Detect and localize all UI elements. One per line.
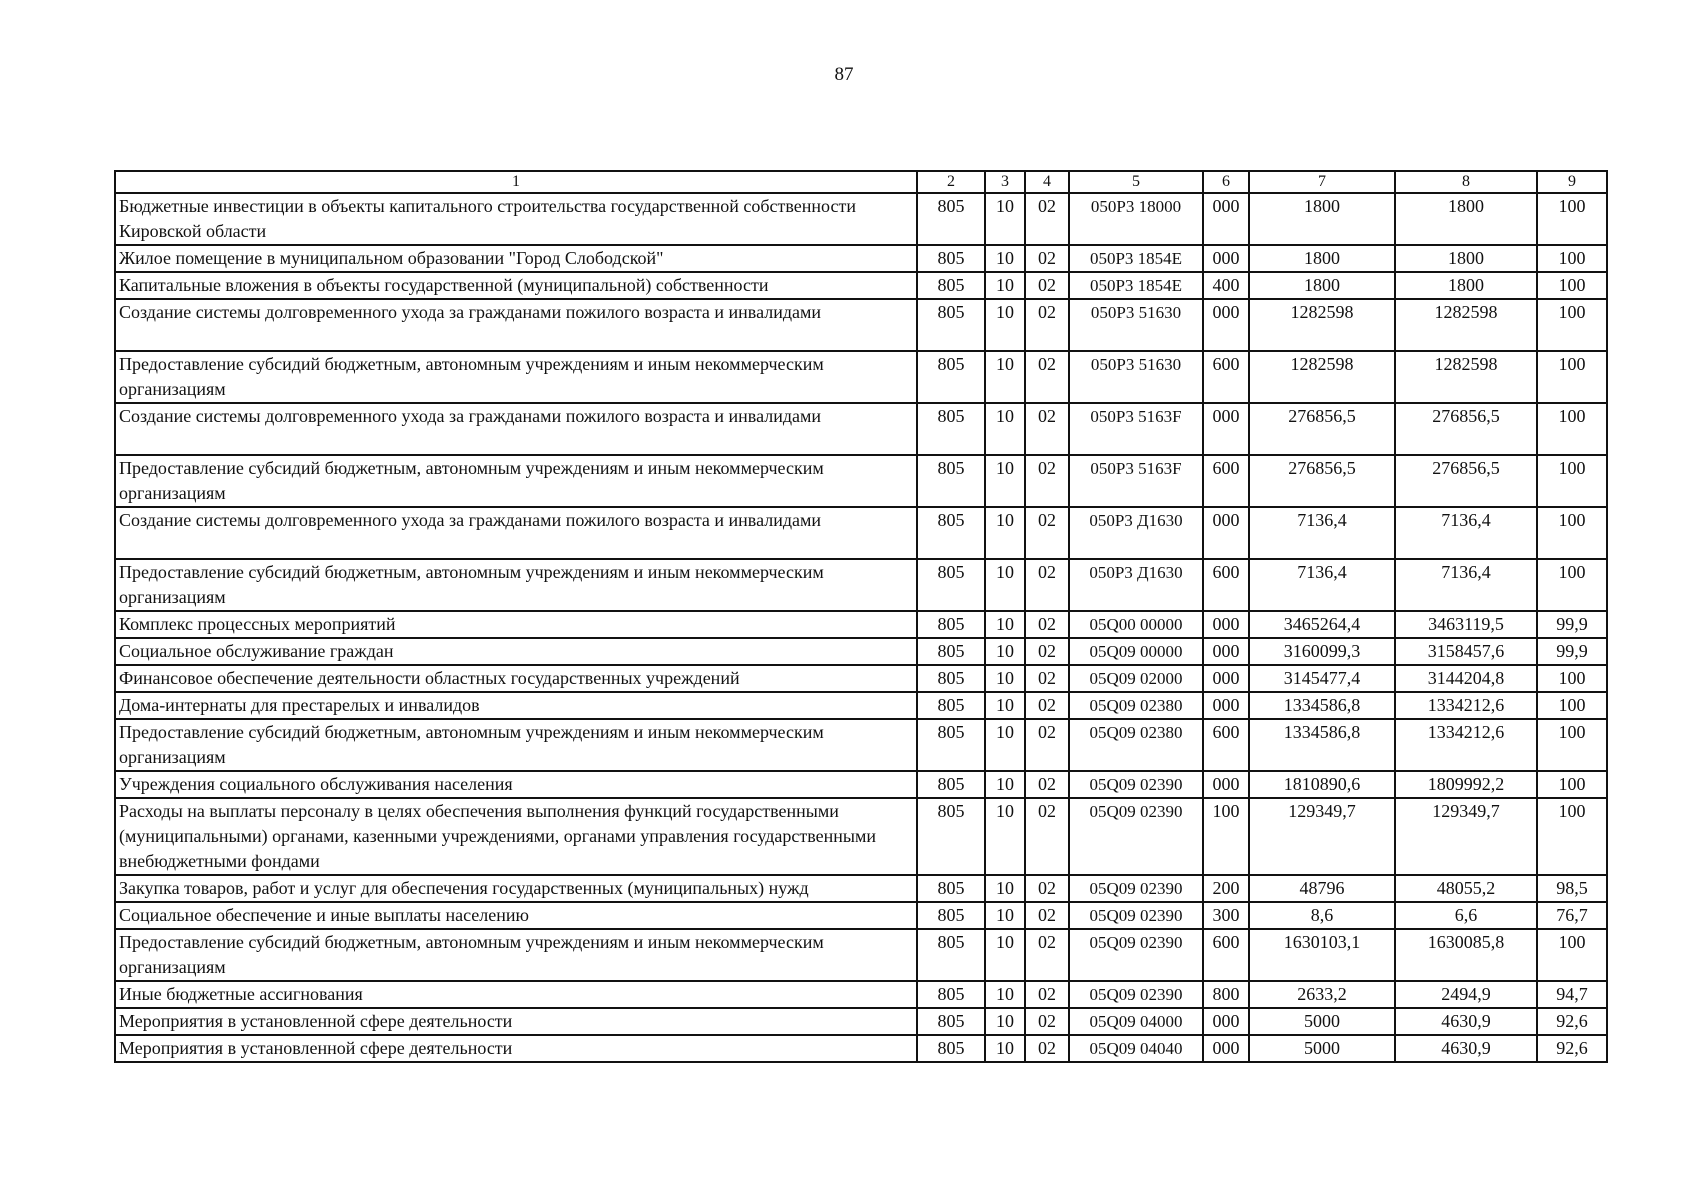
subsection-cell: 02 <box>1025 272 1069 299</box>
executed-amount-cell: 3144204,8 <box>1395 665 1537 692</box>
planned-amount-cell: 5000 <box>1249 1035 1395 1062</box>
target-item-cell: 050Р3 1854Е <box>1069 245 1203 272</box>
column-header-9: 9 <box>1537 171 1607 193</box>
subsection-cell: 02 <box>1025 929 1069 981</box>
table-row <box>115 455 1607 507</box>
executed-amount-cell: 1800 <box>1395 245 1537 272</box>
expense-type-cell: 000 <box>1203 299 1249 351</box>
expense-type-cell: 000 <box>1203 403 1249 455</box>
target-item-cell: 05Q09 02390 <box>1069 771 1203 798</box>
percent-cell: 92,6 <box>1537 1035 1607 1062</box>
percent-cell: 100 <box>1537 771 1607 798</box>
subsection-cell: 02 <box>1025 875 1069 902</box>
column-header-6: 6 <box>1203 171 1249 193</box>
percent-cell: 100 <box>1537 719 1607 771</box>
table-row <box>115 559 1607 611</box>
expense-type-cell: 000 <box>1203 611 1249 638</box>
expense-type-cell: 600 <box>1203 559 1249 611</box>
table-row <box>115 981 1607 1008</box>
executed-amount-cell: 1334212,6 <box>1395 692 1537 719</box>
section-cell: 10 <box>985 929 1025 981</box>
row-name-cell: Предоставление субсидий бюджетным, автономным учреждениям и иным некоммерческим организациям <box>115 559 917 611</box>
executed-amount-cell: 7136,4 <box>1395 559 1537 611</box>
row-name-cell: Создание системы долговременного ухода за гражданами пожилого возраста и инвалидами <box>115 507 917 559</box>
subsection-cell: 02 <box>1025 665 1069 692</box>
expense-type-cell: 000 <box>1203 193 1249 245</box>
section-cell: 10 <box>985 193 1025 245</box>
target-item-cell: 05Q09 02390 <box>1069 981 1203 1008</box>
expense-type-cell: 000 <box>1203 245 1249 272</box>
percent-cell: 100 <box>1537 272 1607 299</box>
table-row <box>115 351 1607 403</box>
row-name-cell: Предоставление субсидий бюджетным, автономным учреждениям и иным некоммерческим организациям <box>115 719 917 771</box>
section-cell: 10 <box>985 638 1025 665</box>
row-name-cell: Мероприятия в установленной сфере деятельности <box>115 1035 917 1062</box>
section-cell: 10 <box>985 351 1025 403</box>
planned-amount-cell: 1800 <box>1249 245 1395 272</box>
expense-type-cell: 300 <box>1203 902 1249 929</box>
admin-code-cell: 805 <box>917 771 985 798</box>
row-name-cell: Предоставление субсидий бюджетным, автономным учреждениям и иным некоммерческим организациям <box>115 351 917 403</box>
percent-cell: 99,9 <box>1537 638 1607 665</box>
executed-amount-cell: 276856,5 <box>1395 403 1537 455</box>
expense-type-cell: 200 <box>1203 875 1249 902</box>
table-row <box>115 245 1607 272</box>
expense-type-cell: 600 <box>1203 929 1249 981</box>
row-name-cell: Учреждения социального обслуживания населения <box>115 771 917 798</box>
percent-cell: 100 <box>1537 299 1607 351</box>
expense-type-cell: 000 <box>1203 1008 1249 1035</box>
admin-code-cell: 805 <box>917 981 985 1008</box>
planned-amount-cell: 3160099,3 <box>1249 638 1395 665</box>
target-item-cell: 05Q09 02390 <box>1069 875 1203 902</box>
table-row <box>115 638 1607 665</box>
admin-code-cell: 805 <box>917 299 985 351</box>
admin-code-cell: 805 <box>917 559 985 611</box>
planned-amount-cell: 48796 <box>1249 875 1395 902</box>
table-row <box>115 403 1607 455</box>
section-cell: 10 <box>985 559 1025 611</box>
percent-cell: 94,7 <box>1537 981 1607 1008</box>
subsection-cell: 02 <box>1025 638 1069 665</box>
percent-cell: 100 <box>1537 403 1607 455</box>
executed-amount-cell: 1809992,2 <box>1395 771 1537 798</box>
column-header-8: 8 <box>1395 171 1537 193</box>
expense-type-cell: 000 <box>1203 1035 1249 1062</box>
section-cell: 10 <box>985 875 1025 902</box>
row-name-cell: Расходы на выплаты персоналу в целях обеспечения выполнения функций государственными (муниципальными) органами, казенными учреждениями, органами управления государственными внебюджетными фондами <box>115 798 917 875</box>
planned-amount-cell: 8,6 <box>1249 902 1395 929</box>
expense-type-cell: 100 <box>1203 798 1249 875</box>
table-row <box>115 193 1607 245</box>
section-cell: 10 <box>985 719 1025 771</box>
subsection-cell: 02 <box>1025 455 1069 507</box>
subsection-cell: 02 <box>1025 1035 1069 1062</box>
planned-amount-cell: 129349,7 <box>1249 798 1395 875</box>
planned-amount-cell: 3465264,4 <box>1249 611 1395 638</box>
admin-code-cell: 805 <box>917 902 985 929</box>
table-row <box>115 611 1607 638</box>
admin-code-cell: 805 <box>917 507 985 559</box>
section-cell: 10 <box>985 611 1025 638</box>
target-item-cell: 050Р3 51630 <box>1069 299 1203 351</box>
admin-code-cell: 805 <box>917 692 985 719</box>
planned-amount-cell: 276856,5 <box>1249 403 1395 455</box>
executed-amount-cell: 1282598 <box>1395 299 1537 351</box>
subsection-cell: 02 <box>1025 193 1069 245</box>
expense-type-cell: 000 <box>1203 665 1249 692</box>
section-cell: 10 <box>985 455 1025 507</box>
admin-code-cell: 805 <box>917 272 985 299</box>
executed-amount-cell: 3463119,5 <box>1395 611 1537 638</box>
expense-type-cell: 000 <box>1203 507 1249 559</box>
section-cell: 10 <box>985 798 1025 875</box>
subsection-cell: 02 <box>1025 559 1069 611</box>
target-item-cell: 050Р3 18000 <box>1069 193 1203 245</box>
admin-code-cell: 805 <box>917 638 985 665</box>
expense-type-cell: 800 <box>1203 981 1249 1008</box>
executed-amount-cell: 1630085,8 <box>1395 929 1537 981</box>
planned-amount-cell: 1810890,6 <box>1249 771 1395 798</box>
target-item-cell: 050Р3 Д1630 <box>1069 559 1203 611</box>
section-cell: 10 <box>985 665 1025 692</box>
target-item-cell: 05Q09 02390 <box>1069 902 1203 929</box>
row-name-cell: Жилое помещение в муниципальном образовании "Город Слободской" <box>115 245 917 272</box>
table-row <box>115 1008 1607 1035</box>
planned-amount-cell: 276856,5 <box>1249 455 1395 507</box>
planned-amount-cell: 1334586,8 <box>1249 692 1395 719</box>
executed-amount-cell: 6,6 <box>1395 902 1537 929</box>
expense-type-cell: 000 <box>1203 771 1249 798</box>
executed-amount-cell: 276856,5 <box>1395 455 1537 507</box>
subsection-cell: 02 <box>1025 719 1069 771</box>
table-row <box>115 1035 1607 1062</box>
percent-cell: 100 <box>1537 245 1607 272</box>
section-cell: 10 <box>985 272 1025 299</box>
column-header-2: 2 <box>917 171 985 193</box>
admin-code-cell: 805 <box>917 611 985 638</box>
planned-amount-cell: 1800 <box>1249 193 1395 245</box>
expense-type-cell: 600 <box>1203 351 1249 403</box>
percent-cell: 99,9 <box>1537 611 1607 638</box>
section-cell: 10 <box>985 692 1025 719</box>
table-row <box>115 798 1607 875</box>
admin-code-cell: 805 <box>917 351 985 403</box>
planned-amount-cell: 3145477,4 <box>1249 665 1395 692</box>
percent-cell: 76,7 <box>1537 902 1607 929</box>
subsection-cell: 02 <box>1025 507 1069 559</box>
table-row <box>115 929 1607 981</box>
page-number: 87 <box>834 64 854 85</box>
section-cell: 10 <box>985 403 1025 455</box>
target-item-cell: 05Q09 02390 <box>1069 929 1203 981</box>
subsection-cell: 02 <box>1025 692 1069 719</box>
table-body <box>115 193 1607 1062</box>
target-item-cell: 050Р3 51630 <box>1069 351 1203 403</box>
executed-amount-cell: 1334212,6 <box>1395 719 1537 771</box>
target-item-cell: 050Р3 1854Е <box>1069 272 1203 299</box>
section-cell: 10 <box>985 771 1025 798</box>
table-row <box>115 771 1607 798</box>
subsection-cell: 02 <box>1025 351 1069 403</box>
target-item-cell: 050Р3 5163F <box>1069 403 1203 455</box>
header-row <box>115 171 1607 193</box>
table-row <box>115 507 1607 559</box>
admin-code-cell: 805 <box>917 403 985 455</box>
row-name-cell: Предоставление субсидий бюджетным, автономным учреждениям и иным некоммерческим организациям <box>115 929 917 981</box>
subsection-cell: 02 <box>1025 1008 1069 1035</box>
planned-amount-cell: 1800 <box>1249 272 1395 299</box>
table-row <box>115 299 1607 351</box>
executed-amount-cell: 129349,7 <box>1395 798 1537 875</box>
admin-code-cell: 805 <box>917 798 985 875</box>
executed-amount-cell: 1800 <box>1395 193 1537 245</box>
admin-code-cell: 805 <box>917 875 985 902</box>
section-cell: 10 <box>985 245 1025 272</box>
subsection-cell: 02 <box>1025 981 1069 1008</box>
executed-amount-cell: 1800 <box>1395 272 1537 299</box>
target-item-cell: 05Q09 04000 <box>1069 1008 1203 1035</box>
target-item-cell: 05Q00 00000 <box>1069 611 1203 638</box>
percent-cell: 100 <box>1537 665 1607 692</box>
table-row <box>115 719 1607 771</box>
row-name-cell: Социальное обеспечение и иные выплаты населению <box>115 902 917 929</box>
row-name-cell: Финансовое обеспечение деятельности областных государственных учреждений <box>115 665 917 692</box>
row-name-cell: Предоставление субсидий бюджетным, автономным учреждениям и иным некоммерческим организациям <box>115 455 917 507</box>
percent-cell: 100 <box>1537 193 1607 245</box>
admin-code-cell: 805 <box>917 1008 985 1035</box>
percent-cell: 100 <box>1537 455 1607 507</box>
target-item-cell: 05Q09 04040 <box>1069 1035 1203 1062</box>
row-name-cell: Дома-интернаты для престарелых и инвалидов <box>115 692 917 719</box>
column-header-4: 4 <box>1025 171 1069 193</box>
section-cell: 10 <box>985 1008 1025 1035</box>
row-name-cell: Капитальные вложения в объекты государственной (муниципальной) собственности <box>115 272 917 299</box>
target-item-cell: 050Р3 Д1630 <box>1069 507 1203 559</box>
subsection-cell: 02 <box>1025 245 1069 272</box>
target-item-cell: 05Q09 02380 <box>1069 719 1203 771</box>
section-cell: 10 <box>985 1035 1025 1062</box>
table-row <box>115 692 1607 719</box>
percent-cell: 100 <box>1537 798 1607 875</box>
target-item-cell: 05Q09 02390 <box>1069 798 1203 875</box>
planned-amount-cell: 5000 <box>1249 1008 1395 1035</box>
planned-amount-cell: 1334586,8 <box>1249 719 1395 771</box>
percent-cell: 100 <box>1537 559 1607 611</box>
column-header-5: 5 <box>1069 171 1203 193</box>
budget-table <box>114 170 1608 1063</box>
row-name-cell: Создание системы долговременного ухода за гражданами пожилого возраста и инвалидами <box>115 299 917 351</box>
row-name-cell: Создание системы долговременного ухода за гражданами пожилого возраста и инвалидами <box>115 403 917 455</box>
table-row <box>115 272 1607 299</box>
admin-code-cell: 805 <box>917 455 985 507</box>
row-name-cell: Мероприятия в установленной сфере деятельности <box>115 1008 917 1035</box>
admin-code-cell: 805 <box>917 665 985 692</box>
target-item-cell: 05Q09 00000 <box>1069 638 1203 665</box>
percent-cell: 100 <box>1537 929 1607 981</box>
planned-amount-cell: 2633,2 <box>1249 981 1395 1008</box>
executed-amount-cell: 48055,2 <box>1395 875 1537 902</box>
section-cell: 10 <box>985 902 1025 929</box>
percent-cell: 100 <box>1537 507 1607 559</box>
planned-amount-cell: 7136,4 <box>1249 559 1395 611</box>
subsection-cell: 02 <box>1025 611 1069 638</box>
executed-amount-cell: 4630,9 <box>1395 1008 1537 1035</box>
section-cell: 10 <box>985 299 1025 351</box>
subsection-cell: 02 <box>1025 403 1069 455</box>
percent-cell: 98,5 <box>1537 875 1607 902</box>
section-cell: 10 <box>985 981 1025 1008</box>
admin-code-cell: 805 <box>917 193 985 245</box>
column-header-3: 3 <box>985 171 1025 193</box>
row-name-cell: Социальное обслуживание граждан <box>115 638 917 665</box>
executed-amount-cell: 7136,4 <box>1395 507 1537 559</box>
admin-code-cell: 805 <box>917 929 985 981</box>
expense-type-cell: 000 <box>1203 638 1249 665</box>
table-row <box>115 665 1607 692</box>
planned-amount-cell: 7136,4 <box>1249 507 1395 559</box>
admin-code-cell: 805 <box>917 719 985 771</box>
planned-amount-cell: 1630103,1 <box>1249 929 1395 981</box>
subsection-cell: 02 <box>1025 771 1069 798</box>
percent-cell: 100 <box>1537 351 1607 403</box>
percent-cell: 92,6 <box>1537 1008 1607 1035</box>
executed-amount-cell: 4630,9 <box>1395 1035 1537 1062</box>
expense-type-cell: 600 <box>1203 455 1249 507</box>
row-name-cell: Иные бюджетные ассигнования <box>115 981 917 1008</box>
table-row <box>115 875 1607 902</box>
planned-amount-cell: 1282598 <box>1249 299 1395 351</box>
table-row <box>115 902 1607 929</box>
executed-amount-cell: 3158457,6 <box>1395 638 1537 665</box>
row-name-cell: Бюджетные инвестиции в объекты капитального строительства государственной собственности Кировской области <box>115 193 917 245</box>
expense-type-cell: 400 <box>1203 272 1249 299</box>
expense-type-cell: 000 <box>1203 692 1249 719</box>
column-header-7: 7 <box>1249 171 1395 193</box>
row-name-cell: Закупка товаров, работ и услуг для обеспечения государственных (муниципальных) нужд <box>115 875 917 902</box>
executed-amount-cell: 2494,9 <box>1395 981 1537 1008</box>
expense-type-cell: 600 <box>1203 719 1249 771</box>
percent-cell: 100 <box>1537 692 1607 719</box>
subsection-cell: 02 <box>1025 798 1069 875</box>
admin-code-cell: 805 <box>917 1035 985 1062</box>
subsection-cell: 02 <box>1025 902 1069 929</box>
target-item-cell: 050Р3 5163F <box>1069 455 1203 507</box>
admin-code-cell: 805 <box>917 245 985 272</box>
section-cell: 10 <box>985 507 1025 559</box>
planned-amount-cell: 1282598 <box>1249 351 1395 403</box>
row-name-cell: Комплекс процессных мероприятий <box>115 611 917 638</box>
subsection-cell: 02 <box>1025 299 1069 351</box>
target-item-cell: 05Q09 02380 <box>1069 692 1203 719</box>
target-item-cell: 05Q09 02000 <box>1069 665 1203 692</box>
column-header-1: 1 <box>115 171 917 193</box>
executed-amount-cell: 1282598 <box>1395 351 1537 403</box>
